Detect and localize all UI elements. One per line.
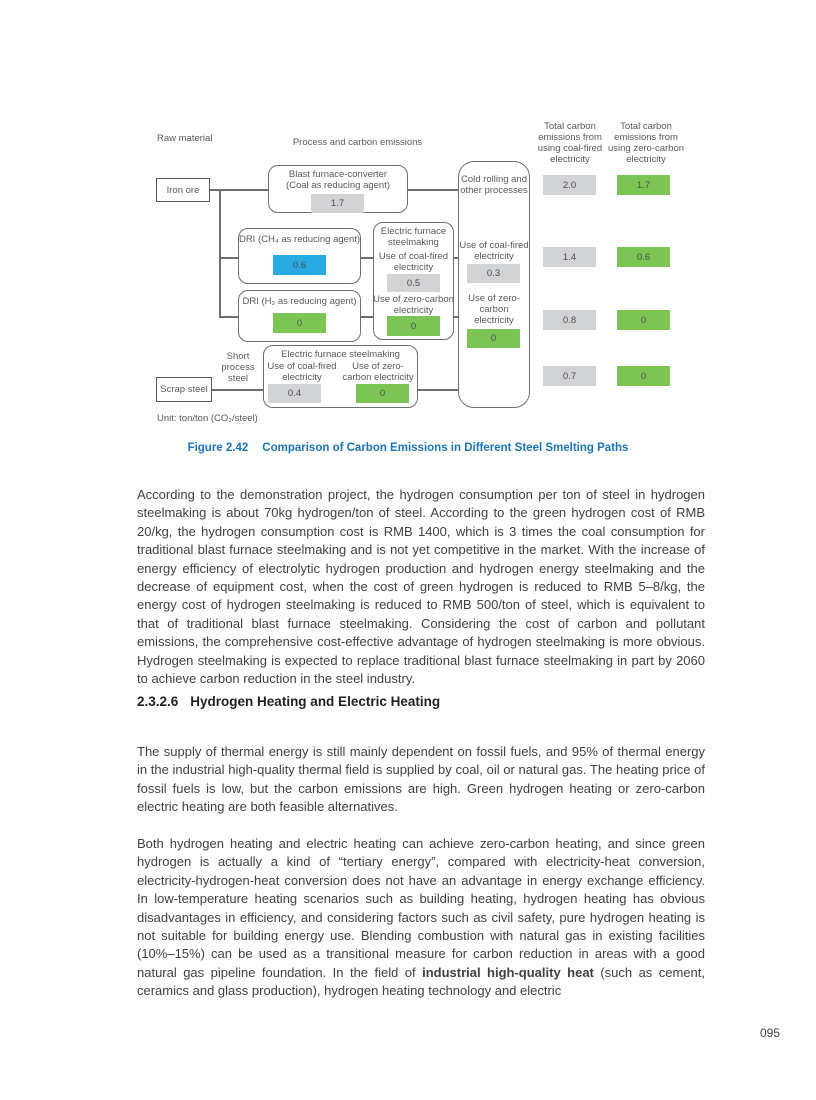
connector-blast-tall <box>408 189 458 191</box>
tall-coal-value: 0.3 <box>467 264 520 283</box>
figure-caption-title: Comparison of Carbon Emissions in Different Steel Smelting Paths <box>262 442 629 454</box>
connector-trunk-vertical <box>219 189 221 317</box>
connector-efsbottom-tall <box>418 389 458 391</box>
total-zero-row2: 0.6 <box>617 247 670 267</box>
total-zero-row1: 1.7 <box>617 175 670 195</box>
efs-mid-coal-value: 0.5 <box>387 274 440 292</box>
paragraph3-text-before: Both hydrogen heating and electric heating can achieve zero-carbon heating, and since green hydrogen is actually a kind of “tertiary energy”, compared with electricity-heat conversion, electricity-hydrogen-heat conversion does not have an advantage in energy exchange efficiency. In low-temperature heating scenarios such as building heating, hydrogen heating has obvious disadvantages in efficiency, and considering factors such as civil safety, pure hydrogen heating is not suitable for building energy use. Blending combustion with natural gas in existing facilities (10%–15%) can be used as a transitional measure for carbon reduction in areas with a good natural gas pipeline foundation. In the field of <box>137 836 705 980</box>
total-zero-row3: 0 <box>617 310 670 330</box>
connector-trunk-drih2 <box>219 316 238 318</box>
column-header-process: Process and carbon emissions <box>292 137 423 148</box>
section-number: 2.3.2.6 <box>137 694 179 709</box>
column-header-total-coal: Total carbon emissions from using coal-fired electricity <box>537 121 603 165</box>
dri-h2-title: DRI (H₂ as reducing agent) <box>242 296 357 307</box>
connector-drich4-efs <box>361 257 373 259</box>
paragraph3-text-after: (such as cement, ceramics and glass production), hydrogen heating technology and electric <box>137 964 705 999</box>
dri-ch4-value: 0.6 <box>273 255 326 275</box>
section-title: Hydrogen Heating and Electric Heating <box>190 694 441 709</box>
efs-bottom-zero-label: Use of zero-carbon electricity <box>342 361 414 383</box>
efs-mid-title: Electric furnace steelmaking <box>380 226 447 248</box>
blast-furnace-subtitle: (Coal as reducing agent) <box>285 180 391 191</box>
figure-caption <box>0 442 816 454</box>
short-process-steel-label: Short process steel <box>221 351 255 384</box>
efs-bottom-coal-label: Use of coal-fired electricity <box>267 361 337 383</box>
total-coal-row1: 2.0 <box>543 175 596 195</box>
figure-diagram <box>0 0 816 470</box>
dri-ch4-title: DRI (CH₄ as reducing agent) <box>238 234 361 245</box>
connector-drih2-efs <box>361 316 373 318</box>
iron-ore-box: Iron ore <box>156 178 210 202</box>
tall-zero-value: 0 <box>467 329 520 348</box>
efs-mid-zero-label: Use of zero-carbon electricity <box>373 294 454 316</box>
paragraph3-bold-phrase: industrial high-quality heat <box>422 964 594 980</box>
total-coal-row3: 0.8 <box>543 310 596 330</box>
page-number: 095 <box>759 1026 780 1040</box>
total-coal-row2: 1.4 <box>543 247 596 267</box>
section-heading <box>137 694 705 709</box>
figure-caption-number: Figure 2.42 <box>187 442 249 454</box>
connector-scrap-efsbottom <box>212 389 263 391</box>
efs-bottom-title: Electric furnace steelmaking <box>281 349 400 360</box>
scrap-steel-box: Scrap steel <box>156 377 212 402</box>
efs-mid-zero-value: 0 <box>387 316 440 336</box>
efs-bottom-coal-value: 0.4 <box>268 384 321 403</box>
cold-rolling-box <box>458 161 530 408</box>
cold-rolling-label: Cold rolling and other processes <box>460 174 528 196</box>
tall-coal-label: Use of coal-fired electricity <box>459 240 529 262</box>
column-header-raw-material: Raw material <box>157 133 213 144</box>
paragraph-thermal-energy: The supply of thermal energy is still mainly dependent on fossil fuels, and 95% of thermal energy in the industrial high-quality thermal field is supplied by coal, oil or natural gas. The heating price of fossil fuels is low, but the carbon emissions are high. Green hydrogen heating or zero-carbon electric heating are both feasible alternatives. <box>137 744 705 815</box>
paragraph-hydrogen-vs-electric <box>137 835 705 1001</box>
connector-trunk-drich4 <box>219 257 238 259</box>
blast-furnace-title: Blast furnace-converter <box>288 169 388 180</box>
dri-h2-value: 0 <box>273 313 326 333</box>
blast-furnace-value: 1.7 <box>311 194 364 213</box>
column-header-total-zero: Total carbon emissions from using zero-carbon electricity <box>607 121 685 165</box>
paragraph-hydrogen-steelmaking: According to the demonstration project, the hydrogen consumption per ton of steel in hydrogen steelmaking is about 70kg hydrogen/ton of steel. According to the green hydrogen cost of RMB 20/kg, the hydrogen consumption cost is RMB 1400, which is 3 times the coal consumption for traditional blast furnace steelmaking and is not yet competitive in the market. With the increase of energy efficiency of electrolytic hydrogen production and hydrogen energy steelmaking and the decrease of equipment cost, when the cost of green hydrogen is reduced to RMB 5–8/kg, the energy cost of hydrogen steelmaking is reduced to RMB 500/ton of steel, which is equivalent to that of traditional blast furnace steelmaking. Considering the cost of carbon and pollutant emissions, the comprehensive cost-effective advantage of hydrogen steelmaking is more obvious. Hydrogen steelmaking is expected to replace traditional blast furnace steelmaking in part by 2060 to achieve carbon reduction in the steel industry. <box>137 487 705 687</box>
total-zero-row4: 0 <box>617 366 670 386</box>
tall-zero-label: Use of zero-carbon electricity <box>468 293 520 326</box>
total-coal-row4: 0.7 <box>543 366 596 386</box>
efs-mid-coal-label: Use of coal-fired electricity <box>378 251 449 273</box>
efs-bottom-zero-value: 0 <box>356 384 409 403</box>
unit-note: Unit: ton/ton (CO₂/steel) <box>157 413 258 424</box>
